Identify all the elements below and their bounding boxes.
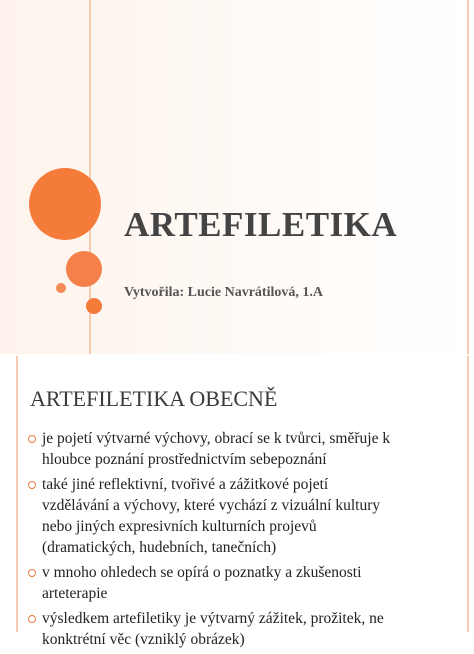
bullet-text-line: konktrétní věc (vzniklý obrázek) (42, 631, 245, 648)
bullet-text-line: nebo jiných expresivních kulturních projevů (42, 518, 317, 535)
bullet-text-line: hloubce poznání prostřednictvím sebepoznání (42, 451, 327, 468)
bullet-text-line: je pojetí výtvarné výchovy, obrací se k tvůrci, směřuje k (42, 430, 391, 447)
slide-heading: ARTEFILETIKA OBECNĚ (30, 386, 278, 411)
bullet-circle-icon (28, 615, 36, 623)
bullet-text-line: vzdělávání a výchovy, které vychází z vizuální kultury (42, 497, 381, 514)
bullet-text-line: (dramatických, hudebních, tanečních) (42, 539, 277, 556)
bullet-circle-icon (28, 481, 36, 489)
bullet-item (30, 608, 470, 650)
bullet-text-line: v mnoho ohledech se opírá o poznatky a zkušenosti (42, 564, 362, 581)
slide-subtitle: Vytvořila: Lucie Navrátilová, 1.A (124, 285, 323, 300)
bullet-item (30, 474, 470, 558)
bullet-text-line: arteterapie (42, 585, 108, 602)
slide-title: ARTEFILETIKA (124, 205, 398, 244)
bullet-item (30, 428, 470, 470)
decorative-circle-medium (66, 251, 102, 287)
decorative-circle-small (86, 298, 102, 314)
bullet-text-line: také jiné reflektivní, tvořivé a zážitkové pojetí (42, 476, 329, 493)
bullet-text-line: výsledkem artefiletiky je výtvarný zážitek, prožitek, ne (42, 610, 384, 627)
decorative-line (16, 356, 18, 632)
decorative-circle-large (29, 168, 101, 240)
bullet-circle-icon (28, 435, 36, 443)
bullet-list (30, 428, 470, 654)
content-slide (0, 356, 474, 648)
decorative-circle-small (56, 283, 66, 293)
bullet-circle-icon (28, 569, 36, 577)
bullet-item (30, 562, 470, 604)
decorative-line (467, 0, 469, 354)
